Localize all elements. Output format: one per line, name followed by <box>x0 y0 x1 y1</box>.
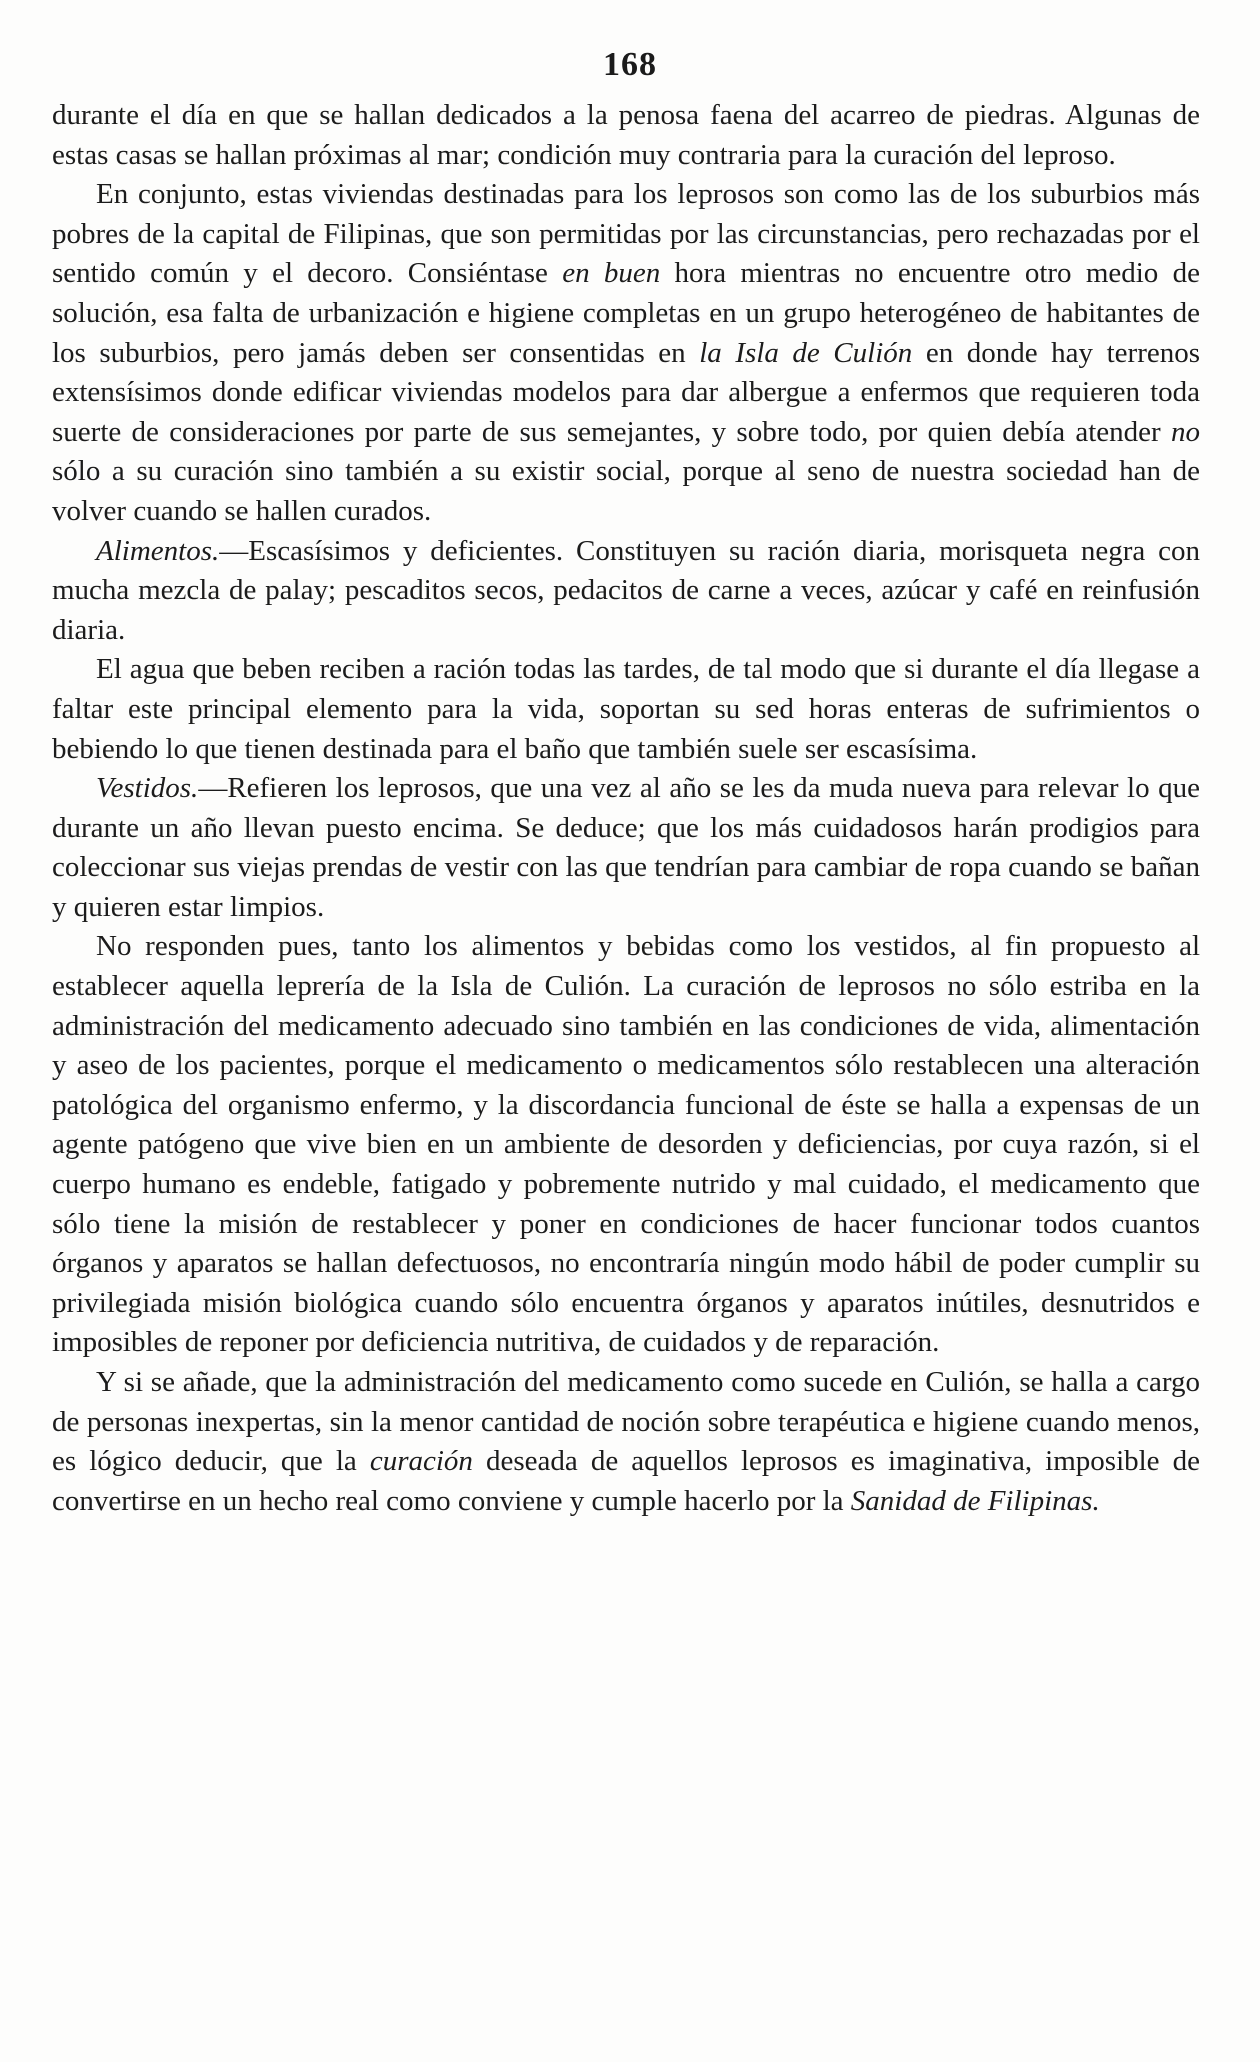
italic-text: la Isla de Culión <box>699 336 913 369</box>
text-run: —Escasísimos y deficientes. Constituyen su ración diaria, morisqueta negra con mucha mezcla de palay; pescaditos secos, pedacitos de carne a veces, azúcar y café en reinfusión diaria. <box>52 534 1200 646</box>
text-run: deseada de aquellos leprosos es imaginativa, imposible de convertirse en un hecho real como conviene y cumple hacerlo por la <box>52 1445 1200 1517</box>
italic-text: Sanidad de Filipinas. <box>850 1484 1100 1517</box>
text-run: En conjunto, estas viviendas destinadas para los leprosos son como las de los suburbios más pobres de la capital de Filipinas, que son permitidas por las circunstancias, pero rechazadas por el sentido común y el decoro. Consiéntase <box>52 178 1200 290</box>
text-run: No responden pues, tanto los alimentos y bebidas como los vestidos, al fin propuesto al establecer aquella leprería de la Isla de Culión. La curación de leprosos no sólo estriba en la administración del medicamento adecuado sino también en las condiciones de vida, alimentación y aseo de los pacientes, porque el medicamento o medicamentos sólo restablecen una alteración patológica del organismo enfermo, y la discordancia funcional de éste se halla a expensas de un agente patógeno que vive bien en un ambiente de desorden y deficiencias, por cuya razón, si el cuerpo humano es endeble, fatigado y pobremente nutrido y mal cuidado, el medicamento que sólo tiene la misión de restablecer y poner en condiciones de hacer funcionar todos cuantos órganos y aparatos se hallan defectuosos, no encontraría ningún modo hábil de poder cumplir su privilegiada misión biológica cuando sólo encuentra órganos y aparatos inútiles, desnutridos e imposibles de reponer por deficiencia nutritiva, de cuidados y de reparación. <box>52 930 1200 1359</box>
text-run: sólo a su curación sino también a su existir social, porque al seno de nuestra sociedad han de volver cuando se hallen curados. <box>52 455 1200 527</box>
paragraph-p4 <box>52 650 1200 769</box>
page-number: 168 <box>603 46 657 83</box>
paragraph-p7 <box>52 1363 1200 1521</box>
paragraph-p5 <box>52 769 1200 927</box>
text-run: El agua que beben reciben a ración todas las tardes, de tal modo que si durante el día llegase a faltar este principal elemento para la vida, soportan su sed horas enteras de sufrimientos o bebiendo lo que tienen destinada para el baño que también suele ser escasísima. <box>52 653 1200 765</box>
paragraph-p3 <box>52 532 1200 651</box>
text-run: en donde hay terrenos extensísimos donde edificar viviendas modelos para dar albergue a enfermos que requieren toda suerte de consideraciones por parte de sus semejantes, y sobre todo, por quien debía atender <box>52 336 1201 448</box>
italic-text: no <box>1171 415 1200 448</box>
paragraph-p1 <box>52 96 1200 175</box>
text-run: hora mientras no encuentre otro medio de solución, esa falta de urbanización e higiene completas en un grupo heterogéneo de habitantes de los suburbios, pero jamás deben ser consentidas en <box>52 257 1200 369</box>
text-run: durante el día en que se hallan dedicados a la penosa faena del acarreo de piedras. Algunas de estas casas se hallan próximas al mar; condición muy contraria para la curación del leproso. <box>52 99 1200 171</box>
text-run: —Refieren los leprosos, que una vez al año se les da muda nueva para relevar lo que durante un año llevan puesto encima. Se deduce; que los más cuidadosos harán prodigios para coleccionar sus viejas prendas de vestir con las que tendrían para cambiar de ropa cuando se bañan y quieren estar limpios. <box>52 772 1200 923</box>
italic-text: curación <box>369 1445 473 1478</box>
text-run: Y si se añade, que la administración del medicamento como sucede en Culión, se halla a cargo de personas inexpertas, sin la menor cantidad de noción sobre terapéutica e higiene cuando menos, es lógico deducir, que la <box>52 1366 1200 1478</box>
italic-text: en buen <box>562 257 661 290</box>
italic-text: Vestidos. <box>96 772 199 805</box>
paragraph-p6 <box>52 927 1200 1363</box>
body-text <box>52 96 1200 1521</box>
paragraph-p2 <box>52 175 1200 531</box>
italic-text: Alimentos. <box>96 534 220 567</box>
